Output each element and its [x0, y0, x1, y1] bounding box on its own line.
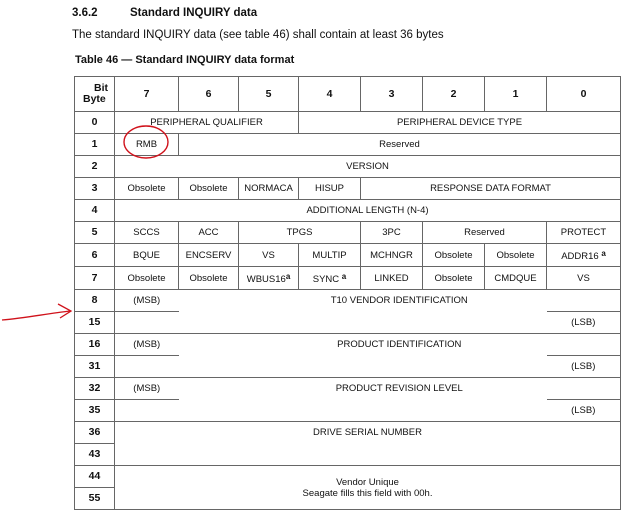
bit-byte-header: [75, 77, 115, 112]
acc-field: ACC: [179, 222, 239, 244]
bit-4-header: 4: [299, 77, 361, 112]
msb-marker: (MSB): [115, 290, 179, 312]
obsolete-field: Obsolete: [423, 244, 485, 267]
byte-number: 16: [75, 334, 115, 356]
byte-number: 4: [75, 200, 115, 222]
byte-number: 31: [75, 356, 115, 378]
section-heading: [72, 7, 257, 19]
wbus16-label: WBUS16: [246, 274, 286, 285]
header-row: [75, 77, 621, 112]
obsolete-field: Obsolete: [423, 267, 485, 290]
table-row: [75, 422, 621, 444]
bit-2-header: 2: [423, 77, 485, 112]
byte-number: 1: [75, 134, 115, 156]
encserv-field: ENCSERV: [179, 244, 239, 267]
table-row: [75, 290, 621, 312]
msb-marker: (MSB): [115, 378, 179, 400]
bit-7-header: 7: [115, 77, 179, 112]
additional-length-field: ADDITIONAL LENGTH (N-4): [115, 200, 621, 222]
vendor-unique-label: Vendor Unique: [336, 476, 399, 488]
byte-number: 0: [75, 112, 115, 134]
table-row: [75, 200, 621, 222]
version-field: VERSION: [115, 156, 621, 178]
table-row: [75, 112, 621, 134]
obsolete-field: Obsolete: [485, 244, 547, 267]
table-row: [75, 312, 621, 334]
lsb-marker: (LSB): [547, 356, 621, 378]
obsolete-field: Obsolete: [115, 267, 179, 290]
bit-6-header: 6: [179, 77, 239, 112]
obsolete-field: Obsolete: [179, 178, 239, 200]
byte-number: 2: [75, 156, 115, 178]
field-continuation: [115, 312, 547, 334]
byte-number: 35: [75, 400, 115, 422]
byte-number: 36: [75, 422, 115, 444]
drive-serial-number-label: DRIVE SERIAL NUMBER: [313, 427, 422, 438]
table-row: [75, 178, 621, 200]
linked-field: LINKED: [361, 267, 423, 290]
3pc-field: 3PC: [361, 222, 423, 244]
product-identification-field: PRODUCT IDENTIFICATION: [179, 334, 621, 356]
mchngr-field: MCHNGR: [361, 244, 423, 267]
addr16-label: ADDR16: [561, 251, 599, 262]
table-row: [75, 378, 621, 400]
vs-field: VS: [239, 244, 299, 267]
byte-number: 44: [75, 466, 115, 488]
response-data-format-field: RESPONSE DATA FORMAT: [361, 178, 621, 200]
cmdque-field: CMDQUE: [485, 267, 547, 290]
bit-5-header: 5: [239, 77, 299, 112]
peripheral-device-type-field: PERIPHERAL DEVICE TYPE: [299, 112, 621, 134]
addr16-field: [547, 244, 621, 267]
vendor-unique-field: [115, 466, 621, 510]
footnote-marker: a: [601, 249, 606, 258]
lsb-marker: (LSB): [547, 312, 621, 334]
byte-number: 15: [75, 312, 115, 334]
obsolete-field: Obsolete: [179, 267, 239, 290]
sccs-field: SCCS: [115, 222, 179, 244]
obsolete-field: Obsolete: [115, 178, 179, 200]
byte-number: 6: [75, 244, 115, 267]
peripheral-qualifier-field: PERIPHERAL QUALIFIER: [115, 112, 299, 134]
byte-number: 3: [75, 178, 115, 200]
rmb-field: RMB: [115, 134, 179, 156]
sync-label: SYNC: [312, 274, 340, 285]
reserved-field: Reserved: [179, 134, 621, 156]
product-revision-level-field: PRODUCT REVISION LEVEL: [179, 378, 621, 400]
normaca-field: NORMACA: [239, 178, 299, 200]
table-row: [75, 466, 621, 488]
hisup-field: HISUP: [299, 178, 361, 200]
vendor-unique-note: Seagate fills this field with 00h.: [302, 487, 433, 499]
wbus16-field: [239, 267, 299, 290]
tpgs-field: TPGS: [239, 222, 361, 244]
field-continuation: [115, 400, 547, 422]
table-row: [75, 400, 621, 422]
bit-1-header: 1: [485, 77, 547, 112]
table-row: [75, 356, 621, 378]
byte-number: 5: [75, 222, 115, 244]
section-title: Standard INQUIRY data: [130, 7, 258, 19]
sync-field: [299, 267, 361, 290]
byte-label: Byte: [83, 93, 106, 105]
footnote-marker: a: [285, 272, 291, 281]
byte-number: 8: [75, 290, 115, 312]
table-row: [75, 267, 621, 290]
bit-label: Bit: [94, 82, 108, 94]
t10-vendor-identification-field: T10 VENDOR IDENTIFICATION: [179, 290, 621, 312]
table-caption: Table 46 — Standard INQUIRY data format: [75, 54, 295, 66]
bit-0-header: 0: [547, 77, 621, 112]
msb-marker: (MSB): [115, 334, 179, 356]
bit-3-header: 3: [361, 77, 423, 112]
intro-paragraph: The standard INQUIRY data (see table 46) shall contain at least 36 bytes: [72, 29, 444, 41]
inquiry-data-table: [74, 76, 621, 510]
byte-number: 7: [75, 267, 115, 290]
field-continuation: [115, 356, 547, 378]
arrow-shaft-annotation: [2, 311, 70, 320]
vs-field: VS: [547, 267, 621, 290]
byte-number: 43: [75, 444, 115, 466]
table-row: [75, 334, 621, 356]
section-number: 3.6.2: [72, 7, 98, 19]
multip-field: MULTIP: [299, 244, 361, 267]
drive-serial-number-field: [115, 422, 621, 466]
reserved-field: Reserved: [423, 222, 547, 244]
footnote-marker: a: [341, 272, 347, 281]
table-row: [75, 244, 621, 267]
lsb-marker: (LSB): [547, 400, 621, 422]
bque-field: BQUE: [115, 244, 179, 267]
byte-number: 55: [75, 488, 115, 510]
table-row: [75, 222, 621, 244]
table-row: [75, 156, 621, 178]
arrow-head-icon: [58, 304, 71, 318]
byte-number: 32: [75, 378, 115, 400]
table-row: [75, 134, 621, 156]
protect-field: PROTECT: [547, 222, 621, 244]
